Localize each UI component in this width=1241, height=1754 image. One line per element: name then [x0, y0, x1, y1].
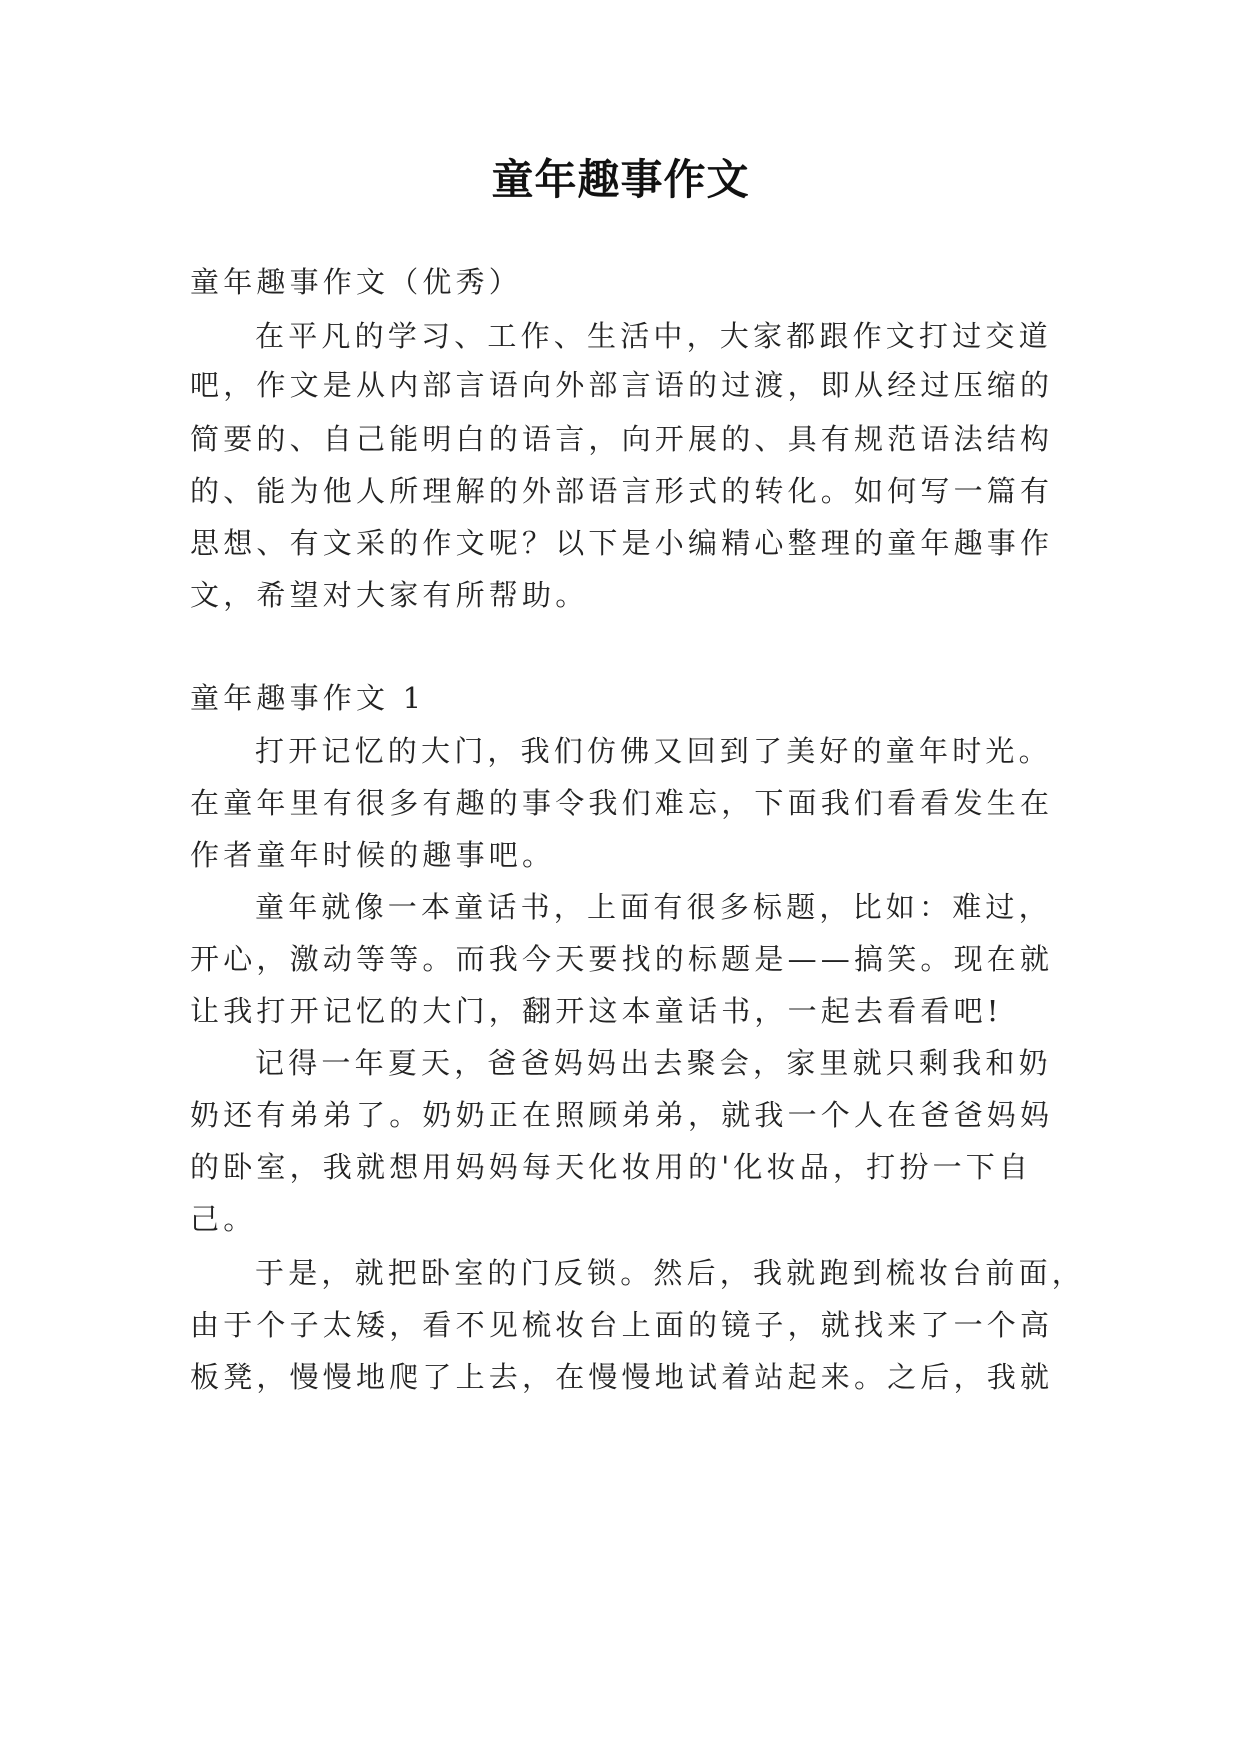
paragraph-line: 在平凡的学习、工作、生活中，大家都跟作文打过交道 — [255, 319, 1052, 353]
paragraph-line: 打开记忆的大门，我们仿佛又回到了美好的童年时光。 — [255, 734, 1052, 768]
paragraph-line: 文，希望对大家有所帮助。 — [190, 578, 589, 612]
paragraph-line: 开心，激动等等。而我今天要找的标题是——搞笑。现在就 — [190, 942, 1054, 976]
subheading-essay-1: 童年趣事作文 1 — [190, 681, 426, 715]
paragraph-line: 板凳，慢慢地爬了上去，在慢慢地试着站起来。之后，我就 — [190, 1360, 1054, 1394]
paragraph-line: 记得一年夏天，爸爸妈妈出去聚会，家里就只剩我和奶 — [255, 1046, 1052, 1080]
paragraph-line: 思想、有文采的作文呢？以下是小编精心整理的童年趣事作 — [190, 526, 1054, 560]
paragraph-line: 在童年里有很多有趣的事令我们难忘，下面我们看看发生在 — [190, 786, 1054, 820]
paragraph-line: 让我打开记忆的大门，翻开这本童话书，一起去看看吧! — [190, 994, 1003, 1028]
paragraph-line: 的、能为他人所理解的外部语言形式的转化。如何写一篇有 — [190, 474, 1054, 508]
paragraph-line: 童年就像一本童话书，上面有很多标题，比如：难过， — [255, 890, 1052, 924]
paragraph-line: 简要的、自己能明白的语言，向开展的、具有规范语法结构 — [190, 422, 1054, 456]
paragraph-line: 吧，作文是从内部言语向外部言语的过渡，即从经过压缩的 — [190, 368, 1054, 402]
paragraph-line: 的卧室，我就想用妈妈每天化妆用的'化妆品，打扮一下自 — [190, 1150, 1033, 1184]
document-title: 童年趣事作文 — [491, 155, 750, 204]
paragraph-line: 己。 — [190, 1202, 257, 1236]
paragraph-line: 奶还有弟弟了。奶奶正在照顾弟弟，就我一个人在爸爸妈妈 — [190, 1098, 1054, 1132]
subheading-excellent: 童年趣事作文（优秀） — [190, 265, 523, 299]
paragraph-line: 由于个子太矮，看不见梳妆台上面的镜子，就找来了一个高 — [190, 1308, 1054, 1342]
paragraph-line: 作者童年时候的趣事吧。 — [190, 838, 556, 872]
paragraph-line: 于是，就把卧室的门反锁。然后，我就跑到梳妆台前面， — [255, 1256, 1086, 1290]
